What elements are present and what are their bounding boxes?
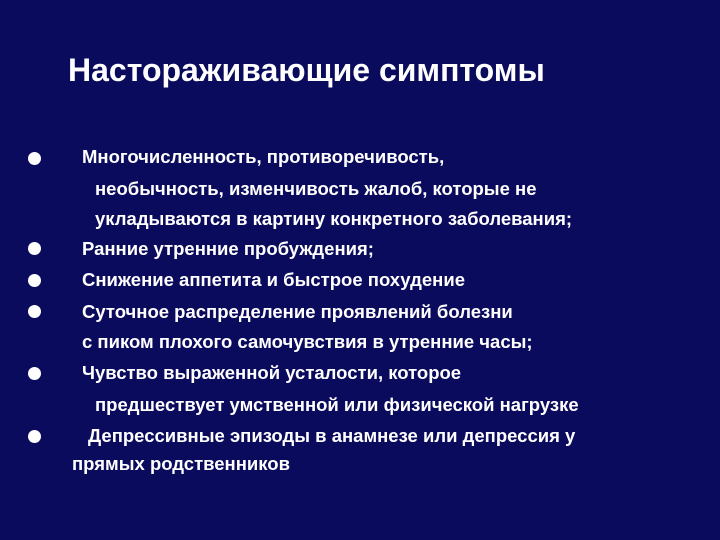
item-line: укладываются в картину конкретного заболевания; xyxy=(95,208,573,229)
item-line: с пиком плохого самочувствия в утренние часы; xyxy=(82,331,533,352)
slide-title: Настораживающие симптомы xyxy=(68,52,545,88)
item-line: Ранние утренние пробуждения; xyxy=(82,238,374,259)
bullet-icon xyxy=(28,152,41,165)
item-line: прямых родственников xyxy=(72,453,290,474)
item-line: необычность, изменчивость жалоб, которые не xyxy=(95,178,537,199)
bullet-icon xyxy=(28,242,41,255)
item-line: предшествует умственной или физической нагрузке xyxy=(95,394,579,415)
item-line: Чувство выраженной усталости, которое xyxy=(82,362,462,383)
bullet-icon xyxy=(28,274,41,287)
bullet-icon xyxy=(28,305,41,318)
item-line: Снижение аппетита и быстрое похудение xyxy=(82,269,465,290)
bullet-icon xyxy=(28,430,41,443)
bullet-icon xyxy=(28,367,41,380)
item-line: Суточное распределение проявлений болезни xyxy=(82,301,513,322)
item-line: Депрессивные эпизоды в анамнезе или депрессия у xyxy=(88,425,576,446)
item-line: Многочисленность, противоречивость, xyxy=(82,146,445,167)
